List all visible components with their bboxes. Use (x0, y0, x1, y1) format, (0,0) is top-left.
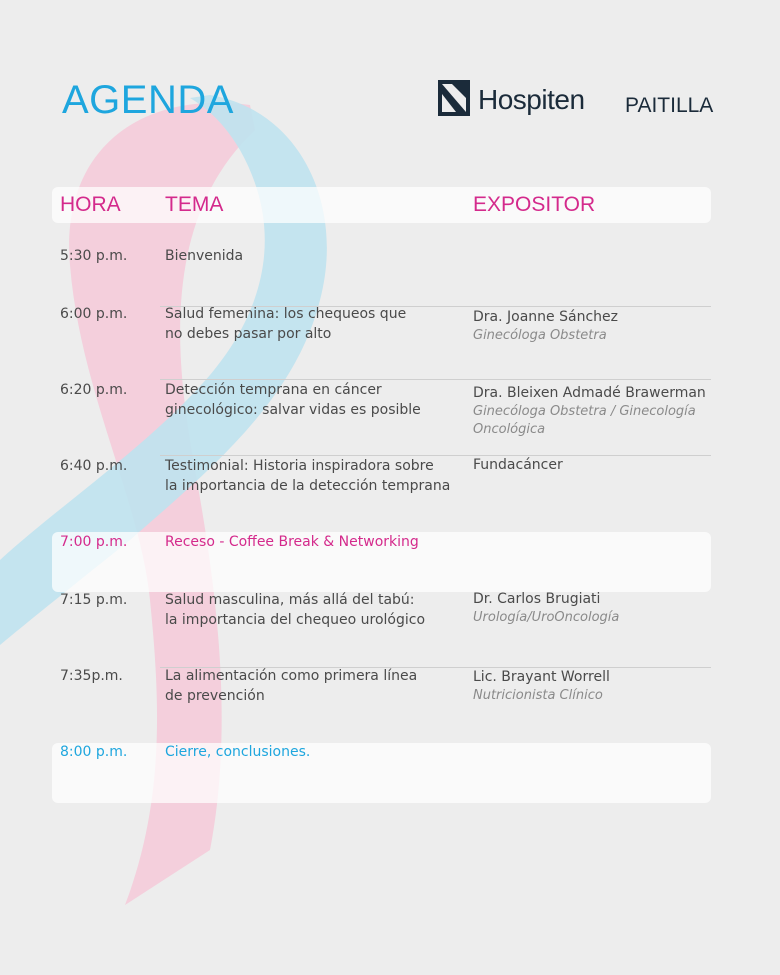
topic-line: la importancia de la detección temprana (165, 478, 451, 494)
column-header-tema: TEMA (165, 193, 224, 216)
logo-location: PAITILLA (625, 94, 714, 117)
table-header-bar (52, 187, 711, 223)
row-time: 6:00 p.m. (60, 306, 128, 322)
speaker-role: Ginecóloga Obstetra (473, 328, 607, 343)
row-topic (165, 456, 455, 496)
row-time: 5:30 p.m. (60, 248, 128, 264)
row-time: 7:35p.m. (60, 668, 123, 684)
hospiten-logo (438, 80, 713, 120)
row-topic (165, 304, 455, 344)
topic-line: Cierre, conclusiones. (165, 744, 311, 760)
topic-line: Bienvenida (165, 248, 244, 264)
speaker-name: Fundacáncer (473, 457, 563, 473)
speaker-role: Nutricionista Clínico (473, 688, 603, 703)
row-speaker (473, 383, 708, 439)
speaker-name: Dra. Joanne Sánchez (473, 309, 618, 325)
topic-line: Receso - Coffee Break & Networking (165, 534, 419, 550)
row-speaker (473, 667, 708, 705)
topic-line: de prevención (165, 688, 265, 704)
row-speaker (473, 589, 708, 627)
row-time: 6:40 p.m. (60, 458, 128, 474)
column-header-hora: HORA (60, 193, 121, 216)
row-time: 7:00 p.m. (60, 534, 128, 550)
row-topic (165, 666, 455, 706)
row-speaker (473, 455, 708, 475)
speaker-name: Lic. Brayant Worrell (473, 669, 610, 685)
topic-line: ginecológico: salvar vidas es posible (165, 402, 421, 418)
topic-line: la importancia del chequeo urológico (165, 612, 426, 628)
column-header-expositor: EXPOSITOR (473, 193, 596, 216)
speaker-name: Dr. Carlos Brugiati (473, 591, 601, 607)
hospiten-logo-icon (438, 80, 470, 116)
topic-line: Detección temprana en cáncer (165, 382, 382, 398)
page-title: AGENDA (62, 78, 234, 122)
row-time: 6:20 p.m. (60, 382, 128, 398)
topic-line: La alimentación como primera línea (165, 668, 418, 684)
topic-line: Salud masculina, más allá del tabú: (165, 592, 415, 608)
speaker-role: Oncológica (473, 422, 546, 437)
row-topic (165, 742, 455, 762)
row-time: 8:00 p.m. (60, 744, 128, 760)
speaker-name: Dra. Bleixen Admadé Brawerman (473, 385, 706, 401)
row-topic (165, 590, 455, 630)
row-time: 7:15 p.m. (60, 592, 128, 608)
topic-line: Salud femenina: los chequeos que (165, 306, 407, 322)
logo-brand: Hospiten (478, 84, 585, 115)
row-topic (165, 246, 455, 266)
topic-line: Testimonial: Historia inspiradora sobre (165, 458, 434, 474)
row-speaker (473, 307, 708, 345)
speaker-role: Urología/UroOncología (473, 610, 620, 625)
topic-line: no debes pasar por alto (165, 326, 332, 342)
row-topic (165, 532, 455, 552)
speaker-role: Ginecóloga Obstetra / Ginecología (473, 404, 696, 419)
row-topic (165, 380, 455, 420)
